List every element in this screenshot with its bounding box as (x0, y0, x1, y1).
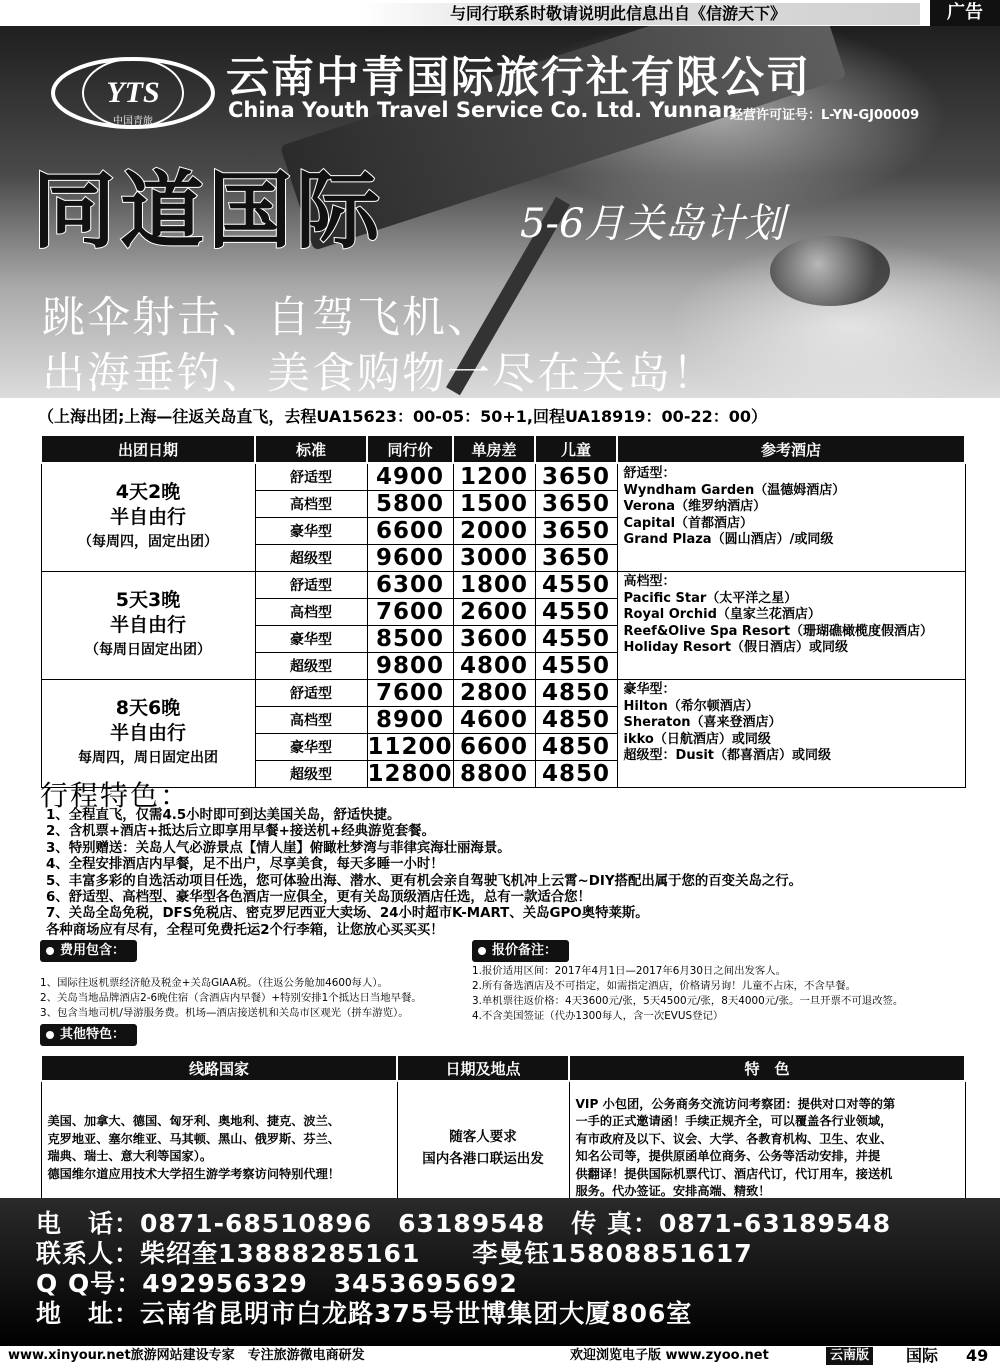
text-line: 美国、加拿大、德国、匈牙利、奥地利、捷克、波兰、 (47, 1114, 340, 1129)
price-cell: 6600 (367, 518, 453, 545)
col-single: 单房差 (453, 435, 535, 463)
tour-mode: 半自由行 (109, 506, 186, 528)
license-number: 经营许可证号：L-YN-GJ00009 (730, 108, 920, 123)
col-countries: 线路国家 (41, 1055, 397, 1081)
hotel-list-cell (617, 463, 965, 572)
hotel-item: 豪华型： (623, 682, 676, 697)
features-list (46, 808, 802, 939)
list-item: 6、舒适型、高档型、豪华型各色酒店一应俱全，更有关岛顶级酒店任选，总有一款适合您！ (46, 890, 591, 906)
child-price-cell: 3650 (535, 491, 617, 518)
list-item: 2、关岛当地品牌酒店2-6晚住宿（含酒店内早餐）+特别安排1个抵达日当地早餐。 (40, 992, 422, 1004)
company-name-cn: 云南中青国际旅行社有限公司 (226, 53, 811, 103)
col-hotel: 参考酒店 (617, 435, 965, 463)
table-row (41, 680, 965, 707)
single-room-cell: 1800 (453, 572, 535, 599)
edition-badge: 云南版 (826, 1347, 873, 1365)
col-departure: 出团日期 (41, 435, 255, 463)
dates-cell (397, 1081, 569, 1215)
hotel-item: 超级型：Dusit（都喜酒店）或同级 (623, 748, 831, 764)
price-cell: 11200 (367, 734, 453, 760)
table-row (41, 572, 965, 599)
svg-text:YTS: YTS (106, 76, 160, 109)
standard-cell: 超级型 (255, 761, 367, 788)
other-table-header (41, 1055, 965, 1081)
tour-mode: 半自由行 (109, 722, 186, 744)
child-price-cell: 3650 (535, 545, 617, 572)
section-name: 国际 (906, 1346, 939, 1365)
slogan-line-1: 跳伞射击、自驾飞机、 (42, 293, 492, 343)
list-item: 1、全程直飞，仅需4.5小时即可到达美国关岛，舒适快捷。 (46, 808, 401, 823)
contact-person: 联系人：柴绍奎13888285161 李曼钰15808851617 (36, 1239, 753, 1268)
single-room-cell: 3000 (453, 545, 535, 572)
page-footer (0, 1346, 1000, 1366)
list-item: 1、国际往返机票经济舱及税金+关岛GIAA税。（往返公务舱加4600每人）。 (40, 977, 388, 989)
price-cell: 7600 (367, 680, 453, 707)
features-title: 行程特色： (40, 779, 191, 812)
specials-cell (569, 1081, 965, 1215)
included-label: 费用包含： (40, 940, 137, 962)
skydiver-image (770, 236, 890, 306)
hotel-item: Pacific Star（太平洋之星） (623, 590, 798, 606)
standard-cell: 舒适型 (255, 572, 367, 599)
tour-group-cell (41, 463, 255, 572)
table-row (41, 463, 965, 491)
other-table (40, 1054, 966, 1216)
price-cell: 12800 (367, 761, 453, 787)
hotel-item: Sheraton（喜来登酒店） (623, 715, 782, 731)
col-dates: 日期及地点 (397, 1055, 569, 1081)
company-name-en: China Youth Travel Service Co. Ltd. Yunnan (228, 98, 738, 122)
hotel-list-cell (617, 680, 965, 788)
child-price-cell: 4550 (535, 572, 617, 599)
headline: 同道国际 (32, 162, 385, 260)
col-price: 同行价 (367, 435, 453, 463)
tour-schedule: （每周日固定出团） (85, 642, 211, 658)
ad-label: 广告 (930, 0, 1000, 26)
hotel-item: Royal Orchid（皇家兰花酒店） (623, 607, 821, 623)
standard-cell: 超级型 (255, 653, 367, 680)
text-line: 国内各港口联运出发 (422, 1151, 544, 1168)
contact-section (0, 1198, 1000, 1346)
other-label: 其他特色： (40, 1024, 137, 1046)
flight-route: （上海出团;上海—往返关岛直飞，去程UA15623：00-05：50+1,回程UA18919：00-22：00） (38, 407, 767, 426)
standard-cell: 舒适型 (255, 680, 367, 707)
price-cell: 6300 (367, 572, 453, 599)
list-item: 4、全程安排酒店内早餐，足不出户，尽享美食，每天多睡一小时！ (46, 857, 444, 873)
tour-mode: 半自由行 (109, 614, 186, 636)
tour-schedule: （每周四，固定出团） (78, 534, 218, 550)
hotel-list-cell (617, 572, 965, 680)
price-cell: 9800 (367, 653, 453, 680)
child-price-cell: 4850 (535, 680, 617, 707)
slogan-line-2: 出海垂钓、美食购物一尽在关岛！ (42, 349, 717, 398)
table-row (41, 1081, 965, 1215)
included-list (40, 976, 422, 1021)
price-cell: 9600 (367, 545, 453, 572)
hotel-item: Reef&Olive Spa Resort（珊瑚礁橄榄度假酒店） (623, 623, 934, 639)
price-cell: 8900 (367, 707, 453, 734)
child-price-cell: 4850 (535, 761, 617, 788)
hotel-item: 高档型： (623, 574, 676, 589)
price-table (40, 434, 966, 788)
single-room-cell: 4800 (453, 653, 535, 680)
text-line: 知名公司等，提供原函单位商务、公务等活动安排，并提 (575, 1149, 881, 1164)
child-price-cell: 4550 (535, 626, 617, 653)
hotel-item: Holiday Resort（假日酒店）或同级 (623, 640, 849, 656)
remarks-list (472, 964, 903, 1024)
standard-cell: 高档型 (255, 707, 367, 734)
col-child: 儿童 (535, 435, 617, 463)
svg-text:中国青旅: 中国青旅 (113, 116, 153, 127)
single-room-cell: 3600 (453, 626, 535, 653)
child-price-cell: 3650 (535, 463, 617, 491)
standard-cell: 超级型 (255, 545, 367, 572)
price-table-header (41, 435, 965, 463)
single-room-cell: 6600 (453, 734, 535, 761)
countries-cell (41, 1081, 397, 1215)
hotel-item: Grand Plaza（圆山酒店）/或同级 (623, 532, 834, 548)
company-logo (48, 52, 218, 134)
col-standard: 标准 (255, 435, 367, 463)
tour-duration: 5天3晚 (115, 589, 181, 611)
list-item: 5、丰富多彩的自选活动项目任选，您可体验出海、潜水、更有机会亲自驾驶飞机冲上云霄~DIY搭配出属于您的百变关岛之行。 (46, 873, 803, 889)
standard-cell: 豪华型 (255, 734, 367, 761)
hotel-item: Wyndham Garden（温德姆酒店） (623, 482, 846, 498)
price-cell: 7600 (367, 599, 453, 626)
tour-group-cell (41, 572, 255, 680)
standard-cell: 高档型 (255, 491, 367, 518)
top-strip (0, 0, 1000, 26)
list-item: 各种商场应有尽有，全程可免费托运2个行李箱，让您放心买买买！ (46, 922, 444, 938)
price-cell: 4900 (367, 463, 453, 491)
tour-duration: 4天2晚 (115, 481, 181, 503)
list-item: 1.报价适用区间：2017年4月1日—2017年6月30日之间出发客人。 (472, 965, 787, 977)
contact-address: 地 址：云南省昆明市白龙路375号世博集团大厦806室 (36, 1299, 693, 1328)
text-line: 服务。代办签证。安排高端、精致！ (575, 1184, 771, 1199)
single-room-cell: 8800 (453, 761, 535, 788)
list-item: 3.单机票往返价格：4天3600元/张，5天4500元/张，8天4000元/张。一旦开票不可退改签。 (472, 995, 904, 1007)
tour-group-cell (41, 680, 255, 788)
single-room-cell: 4600 (453, 707, 535, 734)
price-cell: 5800 (367, 491, 453, 518)
single-room-cell: 2800 (453, 680, 535, 707)
single-room-cell: 2000 (453, 518, 535, 545)
single-room-cell: 1500 (453, 491, 535, 518)
page-number: 49 (966, 1346, 989, 1365)
single-room-cell: 1200 (453, 463, 535, 491)
standard-cell: 豪华型 (255, 518, 367, 545)
single-room-cell: 2600 (453, 599, 535, 626)
tour-schedule: 每周四，周日固定出团 (78, 750, 218, 766)
text-line: 随客人要求 (449, 1129, 517, 1146)
text-line: 克罗地亚、塞尔维亚、马其顿、黑山、俄罗斯、芬兰、 (47, 1131, 340, 1146)
footer-left: www.xinyour.net旅游网站建设专家 专注旅游微电商研发 (8, 1348, 365, 1363)
list-item: 7、关岛全岛免税，DFS免税店、密克罗尼西亚大卖场、24小时超市K-MART、关岛GPO奥特莱斯。 (46, 906, 649, 922)
list-item: 3、包含当地司机/导游服务费。机场—酒店接送机和关岛市区观光（拼车游览）。 (40, 1007, 409, 1019)
plan-title: 5-6月关岛计划 (520, 201, 785, 247)
tour-duration: 8天6晚 (115, 697, 181, 719)
remarks-label: 报价备注： (472, 940, 569, 962)
list-item: 4.不含美国签证（代办1300每人，含一次EVUS登记） (472, 1010, 724, 1022)
hotel-item: Hilton（希尔顿酒店） (623, 698, 759, 714)
child-price-cell: 4850 (535, 734, 617, 761)
hotel-item: 舒适型： (623, 466, 676, 481)
list-item: 3、特别赠送：关岛人气必游景点【情人崖】俯瞰杜梦湾与菲律宾海壮丽海景。 (46, 840, 511, 856)
text-line: 有市政府及以下、议会、大学、各教育机构、卫生、农业、 (575, 1131, 893, 1146)
price-cell: 8500 (367, 626, 453, 653)
list-item: 2.所有备选酒店及不可指定，如需指定酒店，价格请另询！儿童不占床，不含早餐。 (472, 980, 856, 992)
standard-cell: 豪华型 (255, 626, 367, 653)
child-price-cell: 4850 (535, 707, 617, 734)
contact-phone: 电 话：0871-68510896 63189548 传 真：0871-63189548 (36, 1209, 892, 1238)
text-line: 一手的正式邀请函！手续正规齐全，可以覆盖各行业领域， (575, 1114, 893, 1129)
child-price-cell: 4550 (535, 653, 617, 680)
source-note: 与同行联系时敬请说明此信息出自《信游天下》 (360, 3, 920, 25)
text-line: 瑞典、瑞士、意大利等国家）。 (47, 1149, 213, 1164)
hotel-item: Capital（首都酒店） (623, 515, 754, 531)
contact-qq: Q Q号：492956329 3453695692 (36, 1269, 518, 1298)
text-line: VIP 小包团，公务商务交流访问考察团：提供对口对等的第 (575, 1096, 896, 1111)
text-line: 供翻译！提供国际机票代订、酒店代订，代订用车，接送机 (575, 1166, 893, 1181)
child-price-cell: 3650 (535, 518, 617, 545)
hotel-item: Verona（维罗纳酒店） (623, 499, 767, 515)
list-item: 2、含机票+酒店+抵达后立即享用早餐+接送机+经典游览套餐。 (46, 824, 435, 840)
footer-site: 欢迎浏览电子版 www.zyoo.net (570, 1348, 769, 1363)
hero-banner (0, 26, 1000, 398)
text-line: 德国维尔道应用技术大学招生游学考察访问特别代理！ (47, 1166, 340, 1181)
standard-cell: 舒适型 (255, 463, 367, 491)
content-panel (32, 398, 972, 1198)
col-specials: 特 色 (569, 1055, 965, 1081)
standard-cell: 高档型 (255, 599, 367, 626)
hotel-item: ikko（日航酒店）或同级 (623, 731, 771, 747)
child-price-cell: 4550 (535, 599, 617, 626)
